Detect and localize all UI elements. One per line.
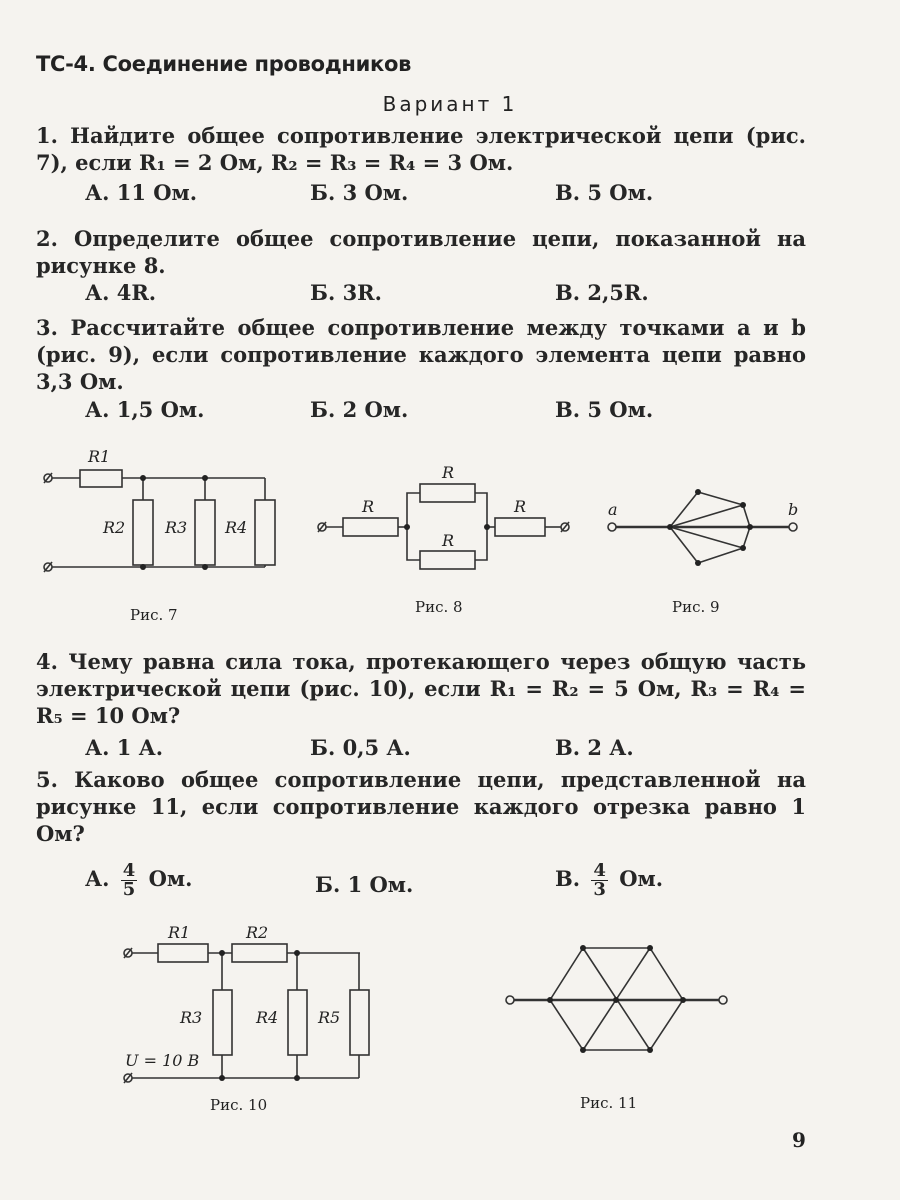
fraction: $\frac{4}{3}$ (593, 860, 606, 900)
label-r2: R2 (103, 518, 126, 537)
resistor-r3 (213, 990, 232, 1055)
label-r: R (514, 497, 527, 516)
label-r3: R3 (180, 1008, 203, 1027)
resistor-r1 (80, 470, 122, 487)
label-r: R (362, 497, 375, 516)
question-5: 5. Каково общее сопротивление цепи, представленной на рисунке 11, если сопротивление каждого отрезка равно 1 Ом? (36, 767, 806, 846)
resistor-r4 (288, 990, 307, 1055)
resistor-r5 (350, 990, 369, 1055)
fraction: $\frac{4}{5}$ (122, 860, 136, 900)
label-r1: R1 (88, 447, 111, 466)
label-r3: R3 (165, 518, 188, 537)
question-2: 2. Определите общее сопротивление цепи, показанной на рисунке 8. (36, 226, 806, 278)
answer-unit: Ом. (148, 866, 193, 891)
label-a: a (608, 500, 618, 519)
label-b: b (788, 500, 799, 519)
answer-c: В. 5 Ом. (555, 397, 654, 422)
resistor-r3 (195, 500, 215, 565)
caption-fig8: Рис. 8 (415, 598, 463, 616)
resistor (420, 551, 475, 569)
answer-prefix: В. (555, 866, 581, 891)
answer-b: Б. 3R. (310, 280, 382, 305)
resistor-r2 (232, 944, 287, 962)
caption-fig9: Рис. 9 (672, 598, 720, 616)
caption-fig11: Рис. 11 (580, 1094, 638, 1112)
answer-prefix: А. (85, 866, 110, 891)
answer-a: А. 1,5 Ом. (85, 397, 205, 422)
label-r: R (442, 463, 455, 482)
figure-9-graph (608, 489, 798, 616)
answer-b: Б. 0,5 А. (310, 735, 411, 760)
resistor (343, 518, 398, 536)
figure-7-circuit (44, 447, 275, 624)
resistor-r4 (255, 500, 275, 565)
resistor (495, 518, 545, 536)
figure-11-graph (506, 945, 727, 1112)
label-voltage: U = 10 В (125, 1051, 200, 1070)
label-r: R (442, 531, 455, 550)
answer-unit: Ом. (619, 866, 664, 891)
page-number: 9 (792, 1128, 806, 1152)
answer-a: А. 4R. (85, 280, 157, 305)
answer-b: Б. 3 Ом. (310, 180, 409, 205)
question-1: 1. Найдите общее сопротивление электрической цепи (рис. 7), если R₁ = 2 Ом, R₂ = R₃ = R₄ = 3 Ом. (36, 123, 806, 175)
answer-a: А. 1 А. (85, 735, 164, 760)
label-r2: R2 (246, 923, 269, 942)
answer-c: В. 2 А. (555, 735, 634, 760)
resistor-r1 (158, 944, 208, 962)
question-3: 3. Рассчитайте общее сопротивление между точками a и b (рис. 9), если сопротивление каждого элемента цепи равно 3,3 Ом. (36, 315, 806, 394)
caption-fig10: Рис. 10 (210, 1096, 268, 1114)
answer-b: Б. 2 Ом. (310, 397, 409, 422)
question-4: 4. Чему равна сила тока, протекающего через общую часть электрической цепи (рис. 10), если R₁ = R₂ = 5 Ом, R₃ = R₄ = R₅ = 10 Ом? (36, 649, 806, 728)
resistor (420, 484, 475, 502)
answer-a: А. 11 Ом. (85, 180, 198, 205)
label-r4: R4 (256, 1008, 279, 1027)
resistor-r2 (133, 500, 153, 565)
answer-b: Б. 1 Ом. (315, 872, 414, 897)
page-title: ТС-4. Соединение проводников (36, 52, 412, 76)
variant-heading: Вариант 1 (382, 92, 518, 116)
label-r1: R1 (168, 923, 191, 942)
figure-8-circuit (318, 463, 569, 616)
caption-fig7: Рис. 7 (130, 606, 178, 624)
figure-10-circuit (124, 923, 369, 1114)
label-r5: R5 (318, 1008, 341, 1027)
answer-c: В. 5 Ом. (555, 180, 654, 205)
label-r4: R4 (225, 518, 248, 537)
answer-c: В. 2,5R. (555, 280, 649, 305)
